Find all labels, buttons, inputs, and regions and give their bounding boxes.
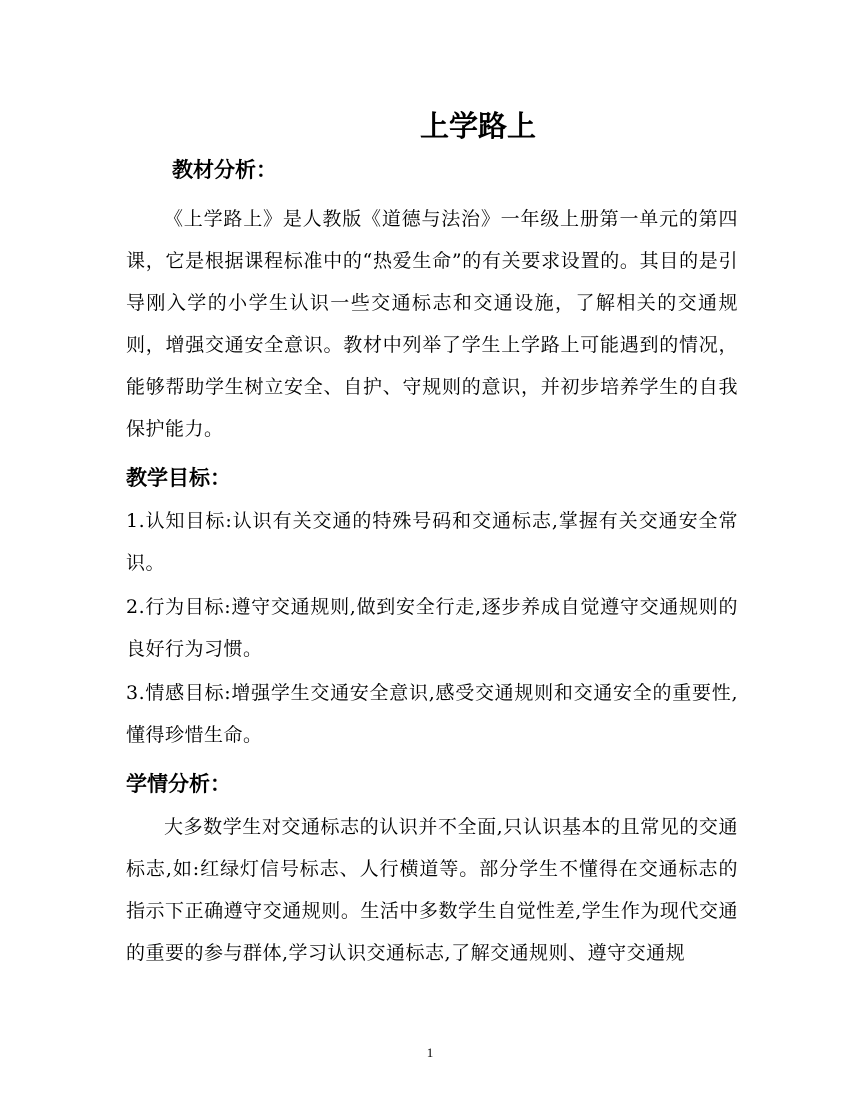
heading-textbook-analysis: 教材分析： [172, 158, 277, 182]
goal-item-3: 3.情感目标:增强学生交通安全意识,感受交通规则和交通安全的重要性,懂得珍惜生命。 [126, 682, 738, 746]
heading-student-analysis: 学情分析： [126, 772, 231, 796]
heading-teaching-goals: 教学目标： [126, 466, 231, 490]
paragraph-student-analysis: 大多数学生对交通标志的认识并不全面,只认识基本的且常见的交通标志,如:红绿灯信号标志、人行横道等。部分学生不懂得在交通标志的指示下正确遵守交通规则。生活中多数学生自觉性差,学生作为现代交通的重要的参与群体,学习认识交通标志,了解交通规则、遵守交通规 [126, 816, 738, 964]
goal-item-1: 1.认知目标:认识有关交通的特殊号码和交通标志,掌握有关交通安全常识。 [126, 510, 738, 574]
document-title: 上学路上 [419, 109, 536, 143]
goal-item-2: 2.行为目标:遵守交通规则,做到安全行走,逐步养成自觉遵守交通规则的良好行为习惯。 [126, 596, 738, 660]
page-number: 1 [426, 1045, 434, 1060]
paragraph-textbook-analysis: 《上学路上》是人教版《道德与法治》一年级上册第一单元的第四课，它是根据课程标准中的“热爱生命”的有关要求设置的。其目的是引导刚入学的小学生认识一些交通标志和交通设施，了解相关的交通规则，增强交通安全意识。教材中列举了学生上学路上可能遇到的情况，能够帮助学生树立安全、自护、守规则的意识，并初步培养学生的自我保护能力。 [126, 208, 738, 440]
